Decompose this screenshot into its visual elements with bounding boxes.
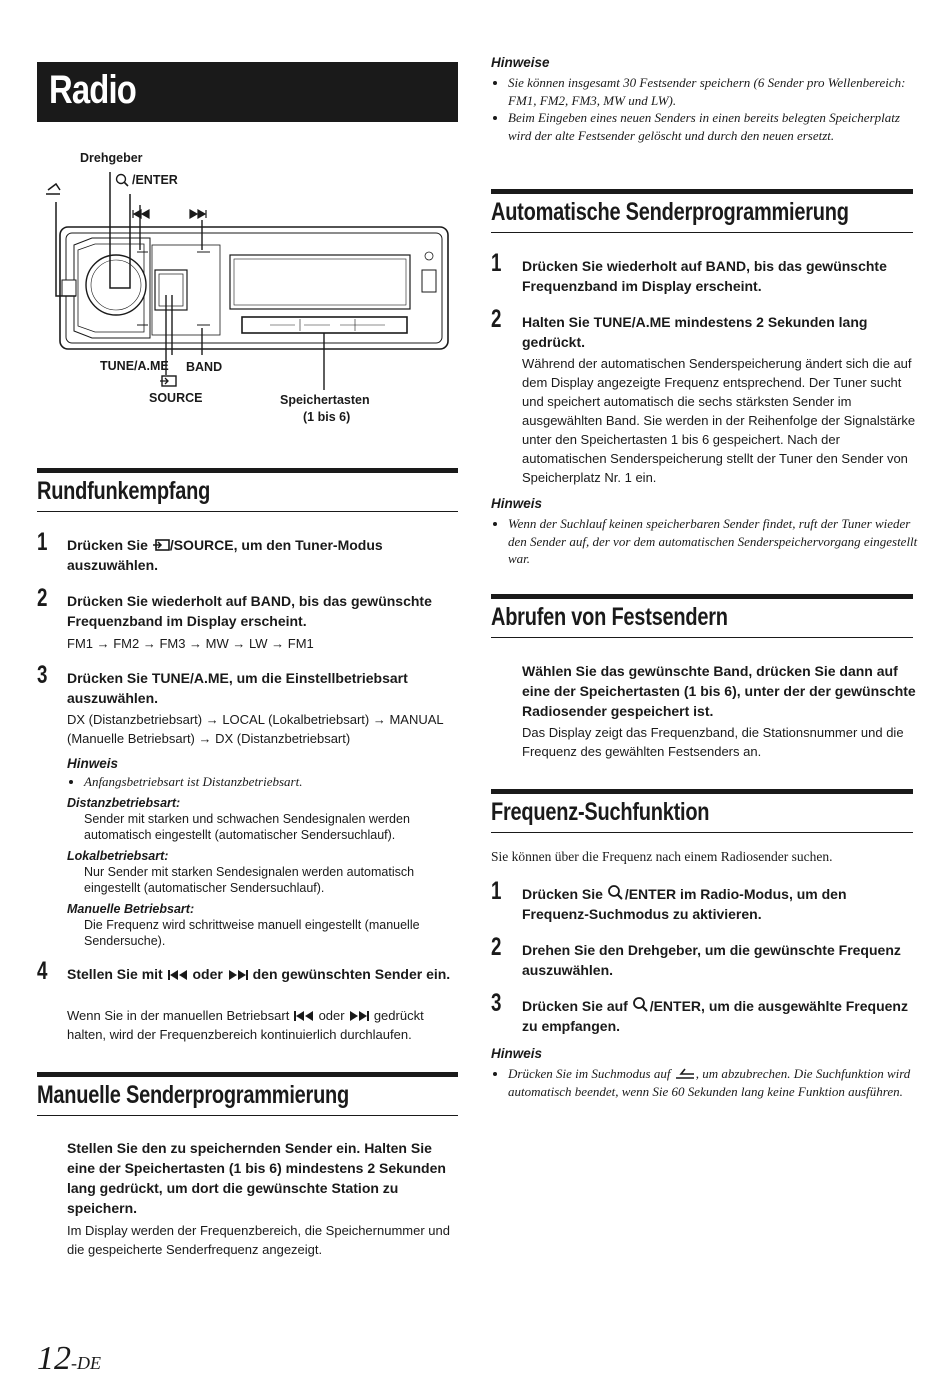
hinweise-heading: Hinweise: [491, 55, 550, 70]
section-heading: Automatische Senderprogrammierung: [491, 198, 849, 226]
search-icon: [632, 997, 650, 1013]
back-icon: [674, 1067, 696, 1080]
section-abrufen-festsender: [491, 594, 913, 638]
hinweis-list: [491, 1065, 923, 1100]
hinweis-item: • Wenn der Suchlauf keinen speicherbaren Sender findet, ruft der Tuner wieder den Sender auf, der vor dem automatischen Senderspeichervorgang eingestellt war.: [508, 515, 923, 568]
section-rundfunkempfang: [37, 468, 458, 512]
lokal-heading: Lokalbetriebsart:: [67, 849, 169, 863]
step-text: Drücken Sie /SOURCE, um den Tuner-Modus auszuwählen.: [67, 537, 383, 573]
page-number: 12-DE: [37, 1340, 101, 1377]
head-unit-illustration: [40, 150, 460, 430]
step-text: Drücken Sie wiederholt auf BAND, bis das gewünschte Frequenzband im Display erscheint.: [67, 593, 432, 629]
hinweis-heading: Hinweis: [491, 1046, 543, 1061]
source-icon: [152, 538, 170, 552]
step-number: 2: [491, 305, 502, 333]
label-band: BAND: [186, 360, 223, 374]
lokal-body: Nur Sender mit starken Sendesignalen werden automatisch eingestellt (automatischer Sendersuchlauf).: [84, 865, 415, 895]
step-number: 3: [491, 989, 502, 1017]
next-track-icon: [227, 969, 249, 981]
prev-track-icon: [293, 1010, 315, 1022]
step-body: DX (Distanzbetriebsart) → LOCAL (Lokalbetriebsart) → MANUAL (Manuelle Betriebsart) → DX (Distanzbetriebsart): [67, 712, 444, 746]
section-heading: Frequenz-Suchfunktion: [491, 798, 710, 826]
step-text: Drücken Sie TUNE/A.ME, um die Einstellbetriebsart auszuwählen.: [67, 670, 408, 706]
step-body: Während der automatischen Senderspeicherung ändert sich die auf dem Display angezeigte Frequenz entsprechend. Der Tuner sucht und speichert automatisch die sechs stärksten Sender im ausgewählten Band. Sie werden in der Reihenfolge der Signalstärke unter den Speichertasten 1 bis 6 gespeichert. Nach der automatischen Senderspeicherung stellt der Tuner den Sender von Speicherplatz Nr. 1 ein.: [522, 356, 916, 485]
hinweis-heading: Hinweis: [67, 756, 119, 771]
page-title: Radio: [49, 68, 137, 112]
step-number: 1: [37, 528, 48, 556]
section-automatische-programmierung: [491, 189, 913, 233]
step-text: Wählen Sie das gewünschte Band, drücken Sie dann auf eine der Speichertasten (1 bis 6), unter der der gewünschte Radiosender gespeichert ist.: [522, 663, 916, 719]
search-icon: [607, 885, 625, 901]
hinweise-list: [491, 74, 908, 144]
label-tune: TUNE/A.ME: [100, 359, 169, 373]
step-text: Halten Sie TUNE/A.ME mindestens 2 Sekunden lang gedrückt.: [522, 314, 868, 350]
hinweis-item: • Drücken Sie im Suchmodus auf , um abzubrechen. Die Suchfunktion wird automatisch beendet, wenn Sie 60 Sekunden lang keine Funktion ausführen.: [508, 1065, 923, 1100]
section-heading: Abrufen von Festsendern: [491, 603, 728, 631]
step-text: Stellen Sie mit oder den gewünschten Sender ein.: [67, 966, 451, 982]
hinweis-item: • Anfangsbetriebsart ist Distanzbetriebsart.: [84, 773, 454, 791]
section-heading: Manuelle Senderprogrammierung: [37, 1081, 349, 1109]
step-text: Drehen Sie den Drehgeber, um die gewünschte Frequenz auszuwählen.: [522, 942, 901, 978]
step-body: Wenn Sie in der manuellen Betriebsart oder gedrückt halten, wird der Frequenzbereich kontinuierlich durchlaufen.: [67, 1008, 424, 1042]
page-title-bar: [37, 62, 458, 122]
hinweis-item: • Sie können insgesamt 30 Festsender speichern (6 Sender pro Wellenbereich: FM1, FM2, FM3, MW und LW).: [508, 74, 908, 109]
step-text: Stellen Sie den zu speichernden Sender ein. Halten Sie eine der Speichertasten (1 bis 6) mindestens 2 Sekunden lang gedrückt, um dort die gewünschte Station zu speichern.: [67, 1140, 446, 1216]
hinweis-item: • Beim Eingeben eines neuen Senders in einen bereits belegten Speicherplatz wird der alte Festsender gelöscht und durch den neuen ersetzt.: [508, 109, 908, 144]
step-number: 2: [37, 584, 48, 612]
step-number: 3: [37, 661, 48, 689]
manuell-body: Die Frequenz wird schrittweise manuell eingestellt (manuelle Sendersuche).: [84, 918, 420, 948]
label-source: SOURCE: [149, 391, 203, 405]
step-number: 1: [491, 877, 502, 905]
step-text: Drücken Sie wiederholt auf BAND, bis das gewünschte Frequenzband im Display erscheint.: [522, 258, 887, 294]
step-body: Im Display werden der Frequenzbereich, die Speichernummer und die gespeicherte Senderfrequenz angezeigt.: [67, 1223, 450, 1257]
manuell-heading: Manuelle Betriebsart:: [67, 902, 195, 916]
step-number: 2: [491, 933, 502, 961]
step-text: Drücken Sie /ENTER im Radio-Modus, um den Frequenz-Suchmodus zu aktivieren.: [522, 886, 847, 922]
hinweis-heading: Hinweis: [491, 496, 543, 511]
device-diagram: [40, 150, 460, 430]
hinweis-list: [67, 773, 454, 791]
prev-track-icon: [167, 969, 189, 981]
next-track-icon: [348, 1010, 370, 1022]
section-frequenz-suchfunktion: [491, 789, 913, 833]
step-body: FM1 → FM2 → FM3 → MW → LW → FM1: [67, 636, 314, 651]
step-number: 1: [491, 249, 502, 277]
distanz-body: Sender mit starken und schwachen Sendesignalen werden automatisch eingestellt (automatischer Sendersuchlauf).: [84, 812, 410, 842]
section-heading: Rundfunkempfang: [37, 477, 211, 505]
label-speichertasten-range: (1 bis 6): [303, 410, 351, 424]
section-manuelle-programmierung: [37, 1072, 458, 1116]
label-speichertasten: Speichertasten: [280, 393, 370, 407]
label-enter: /ENTER: [132, 173, 178, 187]
hinweis-list: [491, 515, 923, 568]
distanz-heading: Distanzbetriebsart:: [67, 796, 181, 810]
step-number: 4: [37, 957, 48, 985]
step-body: Das Display zeigt das Frequenzband, die Stationsnummer und die Frequenz des gewählten Festsenders an.: [522, 725, 904, 759]
label-drehgeber: Drehgeber: [80, 151, 143, 165]
step-text: Drücken Sie auf /ENTER, um die ausgewählte Frequenz zu empfangen.: [522, 998, 908, 1034]
section-intro: Sie können über die Frequenz nach einem Radiosender suchen.: [491, 849, 833, 864]
